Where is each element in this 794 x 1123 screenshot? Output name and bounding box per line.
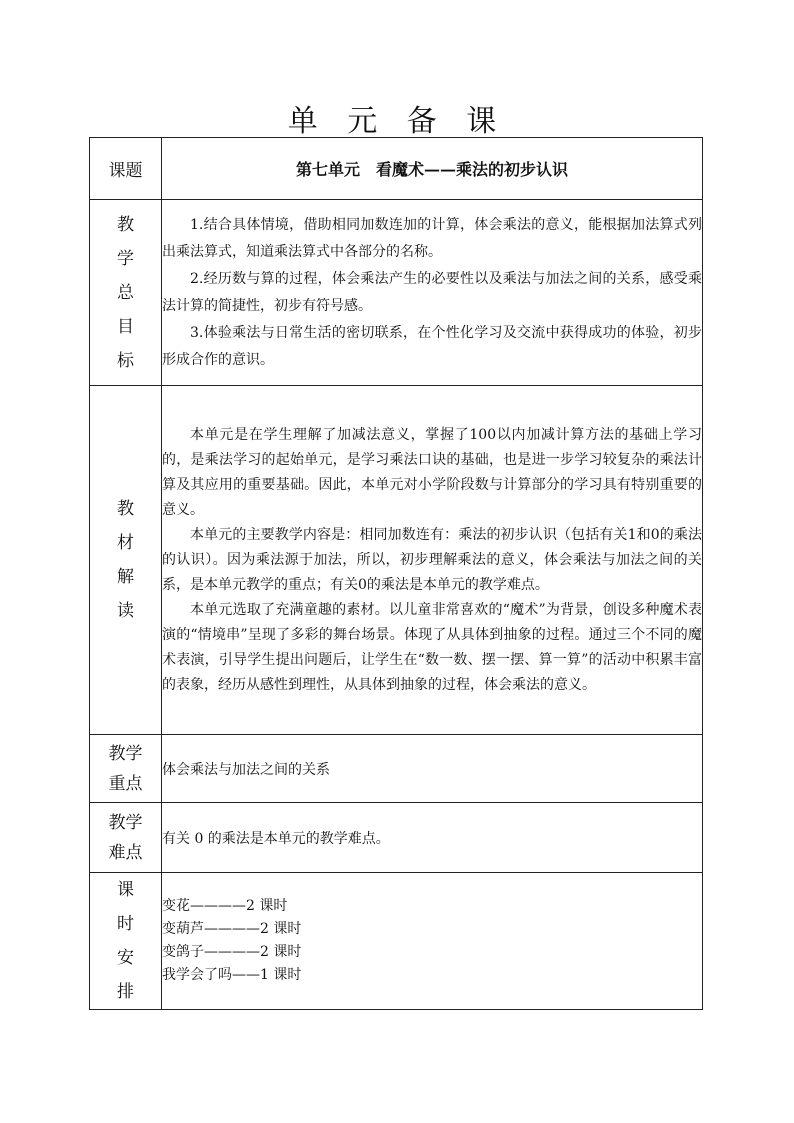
reading-label-char: 材 — [117, 533, 134, 553]
difficulty-label — [90, 803, 162, 873]
unit-plan-table — [89, 137, 703, 1010]
topic-label: 课题 — [90, 138, 162, 200]
goals-label-char: 教 — [117, 214, 134, 235]
reading-paragraph: 本单元的主要教学内容是：相同加数连有：乘法的初步认识（包括有关1和0的乘法的认识）。因为乘法源于加法，所以，初步理解乘法的意义，体会乘法与加法之间的关系，是本单元教学的重点；有关0的乘法是本单元的教学难点。 — [162, 526, 702, 593]
reading-content — [162, 386, 703, 735]
goals-label-char: 学 — [117, 248, 134, 269]
topic-row — [90, 138, 703, 200]
reading-paragraph: 本单元是在学生理解了加减法意义，掌握了100以内加减计算方法的基础上学习的，是乘法学习的起始单元，是学习乘法口诀的基础，也是进一步学习较复杂的乘法计算及其应用的重要基础。因此，本单元对小学阶段数与计算部分的学习具有特别重要的意义。 — [162, 426, 702, 518]
page-title: 单 元 备 课 — [287, 104, 507, 139]
schedule-label-char: 课 — [117, 880, 134, 900]
reading-label-char: 解 — [117, 567, 134, 587]
key-point-label-line: 重点 — [108, 773, 143, 794]
key-point-value: 体会乘法与加法之间的关系 — [162, 735, 703, 803]
topic-value: 第七单元 看魔术——乘法的初步认识 — [162, 138, 703, 200]
reading-label — [90, 386, 162, 735]
difficulty-label-line: 难点 — [108, 842, 143, 863]
goal-paragraph: 1.结合具体情境，借助相同加数连加的计算，体会乘法的意义，能根据加法算式列出乘法算式，知道乘法算式中各部分的名称。 — [162, 216, 702, 260]
goals-label-char: 标 — [117, 350, 134, 371]
goal-paragraph: 3.体验乘法与日常生活的密切联系，在个性化学习及交流中获得成功的体验，初步形成合作的意识。 — [162, 324, 702, 368]
difficulty-value: 有关 0 的乘法是本单元的教学难点。 — [162, 803, 703, 873]
schedule-label-char: 时 — [117, 914, 134, 934]
key-point-row — [90, 735, 703, 803]
schedule-item: 变葫芦————2 课时 — [162, 921, 302, 937]
key-point-label-line: 教学 — [108, 743, 143, 764]
reading-label-char: 教 — [117, 499, 134, 519]
schedule-content — [162, 873, 703, 1010]
schedule-label — [90, 873, 162, 1010]
schedule-label-char: 安 — [117, 948, 134, 968]
key-point-label — [90, 735, 162, 803]
goals-label-char: 目 — [117, 316, 134, 337]
reading-paragraph: 本单元选取了充满童趣的素材。以儿童非常喜欢的“魔术”为背景，创设多种魔术表演的“情境串”呈现了多彩的舞台场景。体现了从具体到抽象的过程。通过三个不同的魔术表演，引导学生提出问题后，让学生在“数一数、摆一摆、算一算”的活动中积累丰富的表象，经历从感性到理性，从具体到抽象的过程，体会乘法的意义。 — [162, 601, 702, 693]
reading-row — [90, 386, 703, 735]
schedule-label-char: 排 — [117, 982, 134, 1002]
difficulty-label-line: 教学 — [108, 812, 143, 833]
goals-content — [162, 200, 703, 386]
goal-paragraph: 2.经历数与算的过程，体会乘法产生的必要性以及乘法与加法之间的关系，感受乘法计算的简捷性，初步有符号感。 — [162, 270, 702, 314]
goals-label-char: 总 — [117, 282, 134, 303]
schedule-item: 我学会了吗——1 课时 — [162, 967, 302, 983]
schedule-item: 变花————2 课时 — [162, 898, 288, 914]
schedule-row — [90, 873, 703, 1010]
goals-row — [90, 200, 703, 386]
goals-label — [90, 200, 162, 386]
schedule-item: 变鸽子————2 课时 — [162, 944, 302, 960]
difficulty-row — [90, 803, 703, 873]
reading-label-char: 读 — [117, 601, 134, 621]
